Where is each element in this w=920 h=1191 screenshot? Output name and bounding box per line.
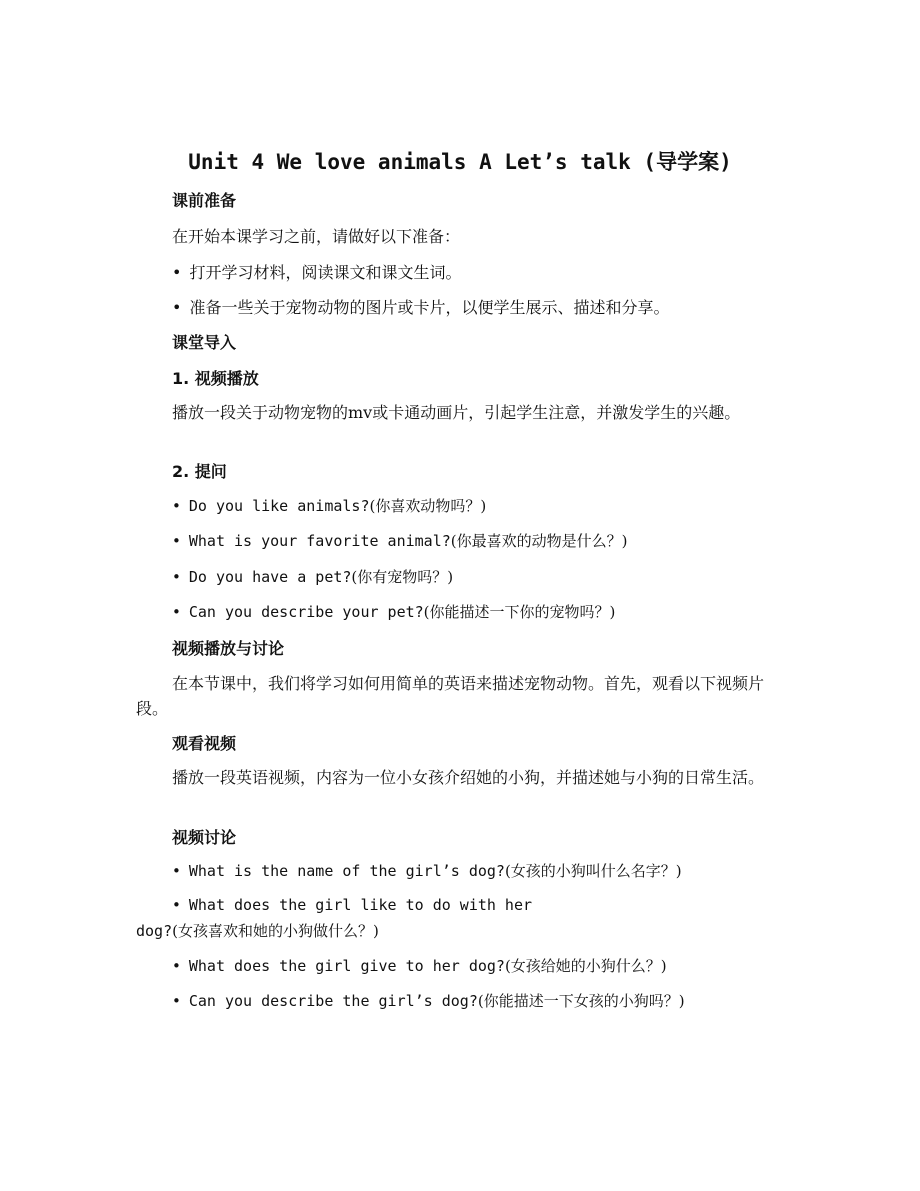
question-en: Do you have a pet? <box>188 568 352 586</box>
prep-item: • 打开学习材料，阅读课文和课文生词。 <box>172 263 462 282</box>
talk-en: What does the girl give to her dog? <box>188 957 505 975</box>
intro-heading: 课堂导入 <box>172 333 237 352</box>
talk-cn: (女孩喜欢和她的小狗做什么？) <box>172 922 379 940</box>
question-item: • What is your favorite animal?(你最喜欢的动物是什么？) <box>172 532 628 550</box>
question-cn: (你能描述一下你的宠物吗？) <box>423 603 616 621</box>
talk-cn: (女孩给她的小狗什么？) <box>504 957 667 975</box>
question-item: • Do you have a pet?(你有宠物吗？) <box>172 568 454 586</box>
talk-question: • What does the girl like to do with her <box>172 896 533 914</box>
prep-item: • 准备一些关于宠物动物的图片或卡片，以便学生展示、描述和分享。 <box>172 298 670 317</box>
question-en: What is your favorite animal? <box>188 532 451 550</box>
question-cn: (你喜欢动物吗？) <box>369 497 487 515</box>
talk-en: What is the name of the girl’s dog? <box>188 862 505 880</box>
video-heading: 1. 视频播放 <box>172 369 259 388</box>
question-item: • Can you describe your pet?(你能描述一下你的宠物吗？) <box>172 603 616 621</box>
prep-intro: 在开始本课学习之前，请做好以下准备： <box>172 227 461 246</box>
question-heading: 2. 提问 <box>172 462 227 481</box>
discussion-paragraph: 在本节课中，我们将学习如何用简单的英语来描述宠物动物。首先，观看以下视频片段。 <box>136 674 765 718</box>
talk-en: dog? <box>136 922 173 940</box>
talk-question: • What is the name of the girl’s dog?(女孩的小狗叫什么名字？) <box>172 862 682 880</box>
prep-item-text: 准备一些关于宠物动物的图片或卡片，以便学生展示、描述和分享。 <box>189 298 670 317</box>
video-paragraph: 播放一段关于动物宠物的mv或卡通动画片，引起学生注意，并激发学生的兴趣。 <box>172 403 741 422</box>
watch-paragraph: 播放一段英语视频，内容为一位小女孩介绍她的小狗，并描述她与小狗的日常生活。 <box>172 768 765 787</box>
talk-question: • What does the girl give to her dog?(女孩给她的小狗什么？) <box>172 957 667 975</box>
prep-item-text: 打开学习材料，阅读课文和课文生词。 <box>189 263 462 282</box>
talk-en: Can you describe the girl’s dog? <box>188 992 478 1010</box>
talk-cn: (你能描述一下女孩的小狗吗？) <box>477 992 685 1010</box>
question-cn: (你有宠物吗？) <box>351 568 454 586</box>
question-cn: (你最喜欢的动物是什么？) <box>450 532 628 550</box>
talk-question: • Can you describe the girl’s dog?(你能描述一下女孩的小狗吗？) <box>172 992 685 1010</box>
page-title: Unit 4 We love animals A Let’s talk (导学案) <box>188 150 732 174</box>
talk-en: What does the girl like to do with her <box>188 896 533 914</box>
question-item: • Do you like animals?(你喜欢动物吗？) <box>172 497 487 515</box>
watch-heading: 观看视频 <box>172 734 237 753</box>
prep-heading: 课前准备 <box>172 191 237 210</box>
talk-heading: 视频讨论 <box>172 828 237 847</box>
question-en: Do you like animals? <box>188 497 370 515</box>
talk-question-continued <box>136 920 379 941</box>
talk-cn: (女孩的小狗叫什么名字？) <box>504 862 682 880</box>
question-en: Can you describe your pet? <box>188 603 424 621</box>
discussion-heading: 视频播放与讨论 <box>172 639 285 658</box>
